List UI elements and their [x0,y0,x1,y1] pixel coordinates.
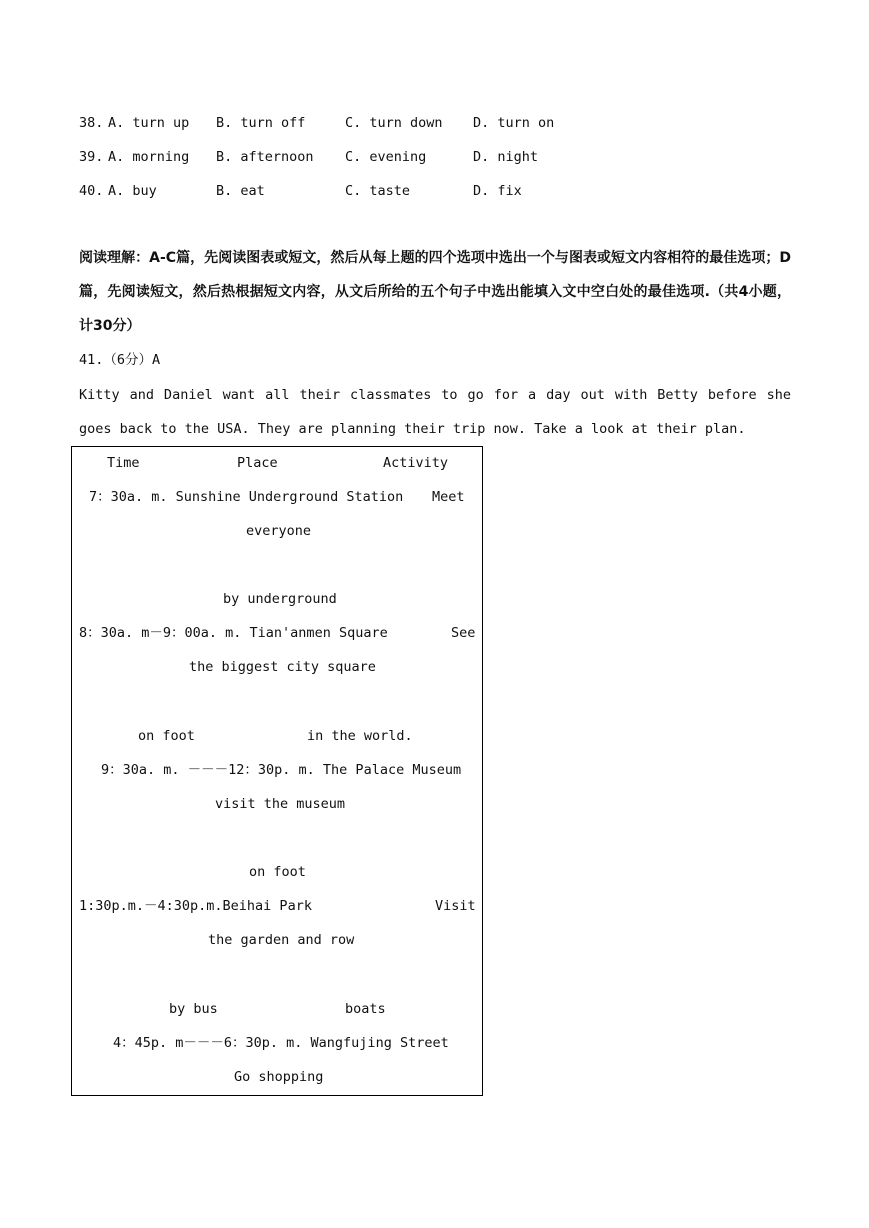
option-b: B. turn off [216,115,306,131]
plan-line: 9：30a. m. －－－12：30p. m. The Palace Museum [101,762,462,778]
plan-line: Visit [435,898,476,914]
option-b: B. eat [216,183,265,199]
question-number: 40. [79,183,104,199]
plan-header-place: Place [237,455,278,471]
option-b: B. afternoon [216,149,314,165]
option-c: C. taste [345,183,411,199]
plan-header-time: Time [107,455,140,471]
question-number: 38. [79,115,104,131]
option-c: C. evening [345,149,427,165]
plan-line: in the world. [307,728,413,744]
section-instruction: 阅读理解：A-C篇，先阅读图表或短文，然后从每上题的四个选项中选出一个与图表或短文内容相符的最佳选项；D篇，先阅读短文，然后热根据短文内容，从文后所给的五个句子中选出能填入文中空白处的最佳选项.（共4小题，计30分） [79,250,791,334]
plan-line: Go shopping [234,1069,324,1085]
plan-line: the garden and row [208,932,355,948]
plan-line: 1:30p.m.－4:30p.m.Beihai Park [79,898,312,914]
plan-line: by underground [223,591,337,607]
plan-line: by bus [169,1001,218,1017]
plan-line: 4：45p. m－－－6：30p. m. Wangfujing Street [113,1035,449,1051]
option-d: D. turn on [473,115,555,131]
question-number: 39. [79,149,104,165]
plan-line: 8：30a. m－9：00a. m. Tian'anmen Square [79,625,388,641]
option-c: C. turn down [345,115,443,131]
plan-line: everyone [246,523,312,539]
question-41-heading: 41.（6分）A [79,352,161,368]
plan-line: on foot [138,728,195,744]
plan-line: Meet [432,489,465,505]
passage-text: Kitty and Daniel want all their classmates to go for a day out with Betty before she goes back to the USA. They are planning their trip now. Take a look at their plan. [79,387,791,437]
option-d: D. fix [473,183,522,199]
plan-line: visit the museum [215,796,346,812]
option-a: A. buy [108,183,157,199]
option-a: A. turn up [108,115,190,131]
option-a: A. morning [108,149,190,165]
plan-line: 7：30a. m. Sunshine Underground Station [89,489,404,505]
plan-line: boats [345,1001,386,1017]
option-d: D. night [473,149,539,165]
plan-line: on foot [249,864,306,880]
plan-line: the biggest city square [189,659,376,675]
plan-header-activity: Activity [383,455,449,471]
plan-line: See [451,625,476,641]
